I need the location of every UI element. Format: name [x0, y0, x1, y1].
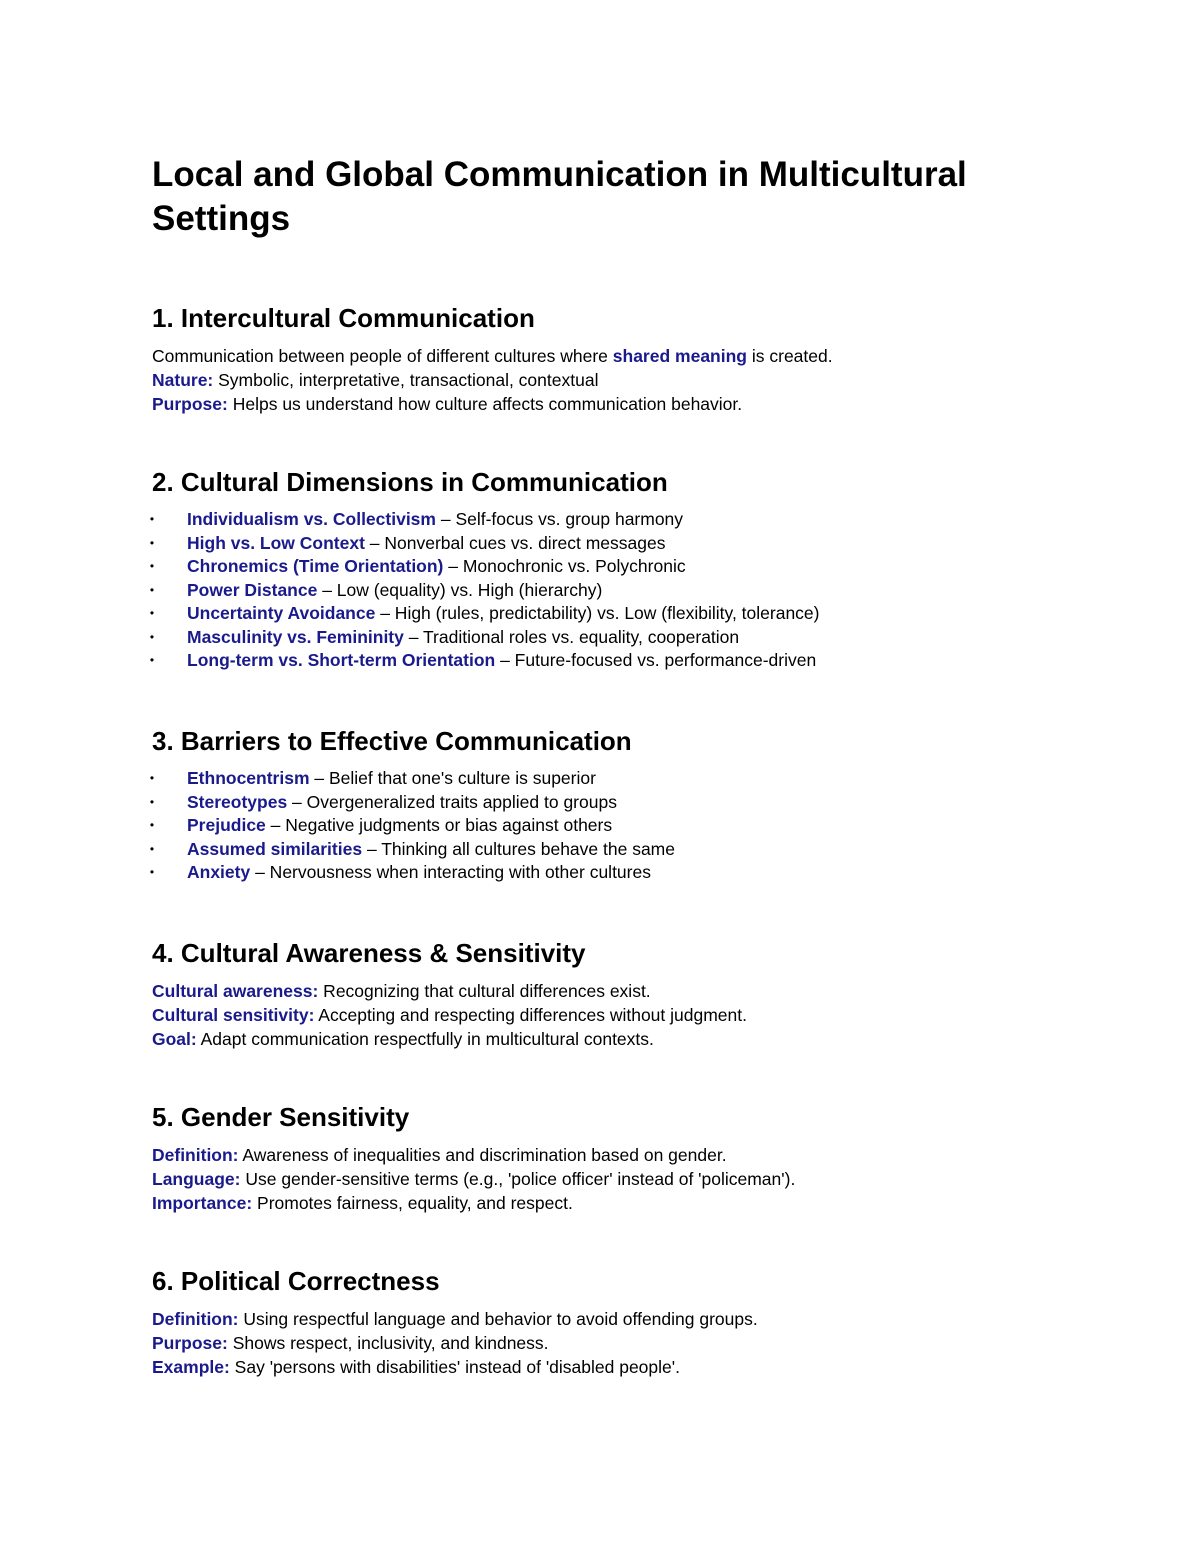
line-text: Adapt communication respectfully in multicultural contexts.: [196, 1029, 654, 1049]
term-label: Ethnocentrism: [187, 768, 310, 788]
section-heading: 3. Barriers to Effective Communication: [152, 726, 632, 756]
bullet-icon: •: [149, 512, 155, 526]
list-item: [149, 861, 1112, 885]
list-item: [149, 508, 1112, 532]
line-text: Communication between people of different cultures where: [152, 346, 613, 366]
term-label: Cultural sensitivity:: [152, 1005, 315, 1025]
section-heading: 2. Cultural Dimensions in Communication: [152, 467, 668, 497]
term-label: Assumed similarities: [187, 838, 363, 859]
list-item: [149, 649, 1112, 673]
text-line: [152, 1027, 1112, 1051]
term-label: Importance:: [152, 1193, 253, 1213]
section-political-correctness: [152, 1265, 1112, 1379]
bullet-icon: •: [149, 582, 155, 597]
term-label: Nature:: [152, 370, 214, 390]
bullet-icon: •: [149, 653, 155, 667]
term-label: Power Distance: [187, 579, 318, 600]
section-body: [152, 344, 1112, 416]
line-text: Say 'persons with disabilities' instead of 'disabled people'.: [229, 1357, 680, 1377]
text-line: [152, 368, 1112, 392]
text-line: [152, 1003, 1112, 1027]
list-item: [149, 838, 1112, 862]
term-label: Anxiety: [187, 862, 251, 882]
text-line: [152, 344, 1112, 368]
list-item: [149, 626, 1112, 650]
term-label: Individualism vs. Collectivism: [187, 509, 436, 529]
item-text: – Thinking all cultures behave the same: [362, 838, 675, 859]
bullet-icon: •: [149, 606, 155, 620]
section-body: [152, 1143, 1112, 1215]
item-text: – Traditional roles vs. equality, cooperation: [403, 626, 740, 647]
line-text: Promotes fairness, equality, and respect.: [252, 1193, 573, 1213]
term-label: Cultural awareness:: [152, 981, 319, 1001]
text-line: [152, 1331, 1112, 1355]
line-text: Use gender-sensitive terms (e.g., 'police officer' instead of 'policeman').: [240, 1169, 796, 1189]
text-line: [152, 1143, 1112, 1167]
item-text: – Self-focus vs. group harmony: [435, 509, 684, 529]
item-text: – Negative judgments or bias against others: [265, 815, 613, 835]
section-cultural-dimensions: [149, 466, 1112, 673]
section-barriers: [149, 725, 1112, 885]
text-line: [152, 1355, 1112, 1379]
text-line: [152, 392, 1112, 416]
item-text: – Low (equality) vs. High (hierarchy): [317, 579, 603, 600]
section-cultural-awareness: [152, 937, 1112, 1051]
list-item: [149, 602, 1112, 626]
list-item: [149, 767, 1112, 791]
item-text: – Future-focused vs. performance-driven: [495, 650, 817, 670]
section-intercultural-communication: [152, 302, 1112, 416]
text-line: [152, 1307, 1112, 1331]
bullet-list: [149, 767, 1112, 885]
term-label: Masculinity vs. Femininity: [187, 626, 404, 647]
section-body: [152, 1307, 1112, 1379]
item-text: – Nervousness when interacting with other cultures: [250, 862, 651, 882]
term-label: Stereotypes: [187, 791, 288, 812]
line-text: Helps us understand how culture affects communication behavior.: [227, 394, 743, 414]
line-text: Accepting and respecting differences without judgment.: [314, 1005, 747, 1025]
term-label: Chronemics (Time Orientation): [187, 556, 444, 576]
term-label: Goal:: [152, 1029, 197, 1049]
term-label: Purpose:: [152, 1333, 228, 1353]
term-label: Long-term vs. Short-term Orientation: [187, 650, 496, 670]
section-gender-sensitivity: [152, 1101, 1112, 1215]
list-item: [149, 532, 1112, 556]
list-item: [149, 555, 1112, 579]
item-text: – Monochronic vs. Polychronic: [443, 556, 686, 576]
section-heading: 5. Gender Sensitivity: [152, 1102, 410, 1132]
bullet-icon: •: [149, 771, 155, 785]
list-item: [149, 791, 1112, 815]
line-text: Shows respect, inclusivity, and kindness.: [227, 1333, 549, 1353]
section-heading: 4. Cultural Awareness & Sensitivity: [152, 938, 586, 968]
item-text: – High (rules, predictability) vs. Low (flexibility, tolerance): [375, 603, 820, 623]
term-label: Purpose:: [152, 394, 228, 414]
bullet-icon: •: [149, 818, 155, 832]
text-line: [152, 1167, 1112, 1191]
term-label: Example:: [152, 1357, 230, 1377]
term-label: Language:: [152, 1169, 241, 1189]
bullet-list: [149, 508, 1112, 673]
bullet-icon: •: [149, 865, 155, 879]
bullet-icon: •: [149, 535, 155, 550]
list-item: [149, 814, 1112, 838]
line-text: Using respectful language and behavior to avoid offending groups.: [238, 1309, 758, 1329]
text-line: [152, 979, 1112, 1003]
term-label: Definition:: [152, 1309, 239, 1329]
bullet-icon: •: [149, 794, 155, 809]
line-text: is created.: [747, 346, 833, 366]
section-heading: 1. Intercultural Communication: [152, 303, 535, 333]
term-label: Prejudice: [187, 815, 266, 835]
term-label: Definition:: [152, 1145, 239, 1165]
section-heading: 6. Political Correctness: [152, 1266, 440, 1296]
section-body: [152, 979, 1112, 1051]
item-text: – Belief that one's culture is superior: [309, 768, 596, 788]
term-label: Uncertainty Avoidance: [187, 603, 376, 623]
term-highlight: shared meaning: [612, 346, 747, 366]
bullet-icon: •: [149, 841, 155, 856]
bullet-icon: •: [149, 559, 155, 573]
item-text: – Overgeneralized traits applied to groups: [287, 791, 617, 812]
list-item: [149, 579, 1112, 603]
line-text: Recognizing that cultural differences exist.: [318, 981, 651, 1001]
term-label: High vs. Low Context: [187, 532, 365, 553]
document-title: Local and Global Communication in Multicultural Settings: [152, 155, 967, 238]
line-text: Awareness of inequalities and discrimination based on gender.: [238, 1145, 727, 1165]
bullet-icon: •: [149, 629, 155, 644]
line-text: Symbolic, interpretative, transactional, contextual: [213, 370, 599, 390]
item-text: – Nonverbal cues vs. direct messages: [364, 532, 666, 553]
text-line: [152, 1191, 1112, 1215]
